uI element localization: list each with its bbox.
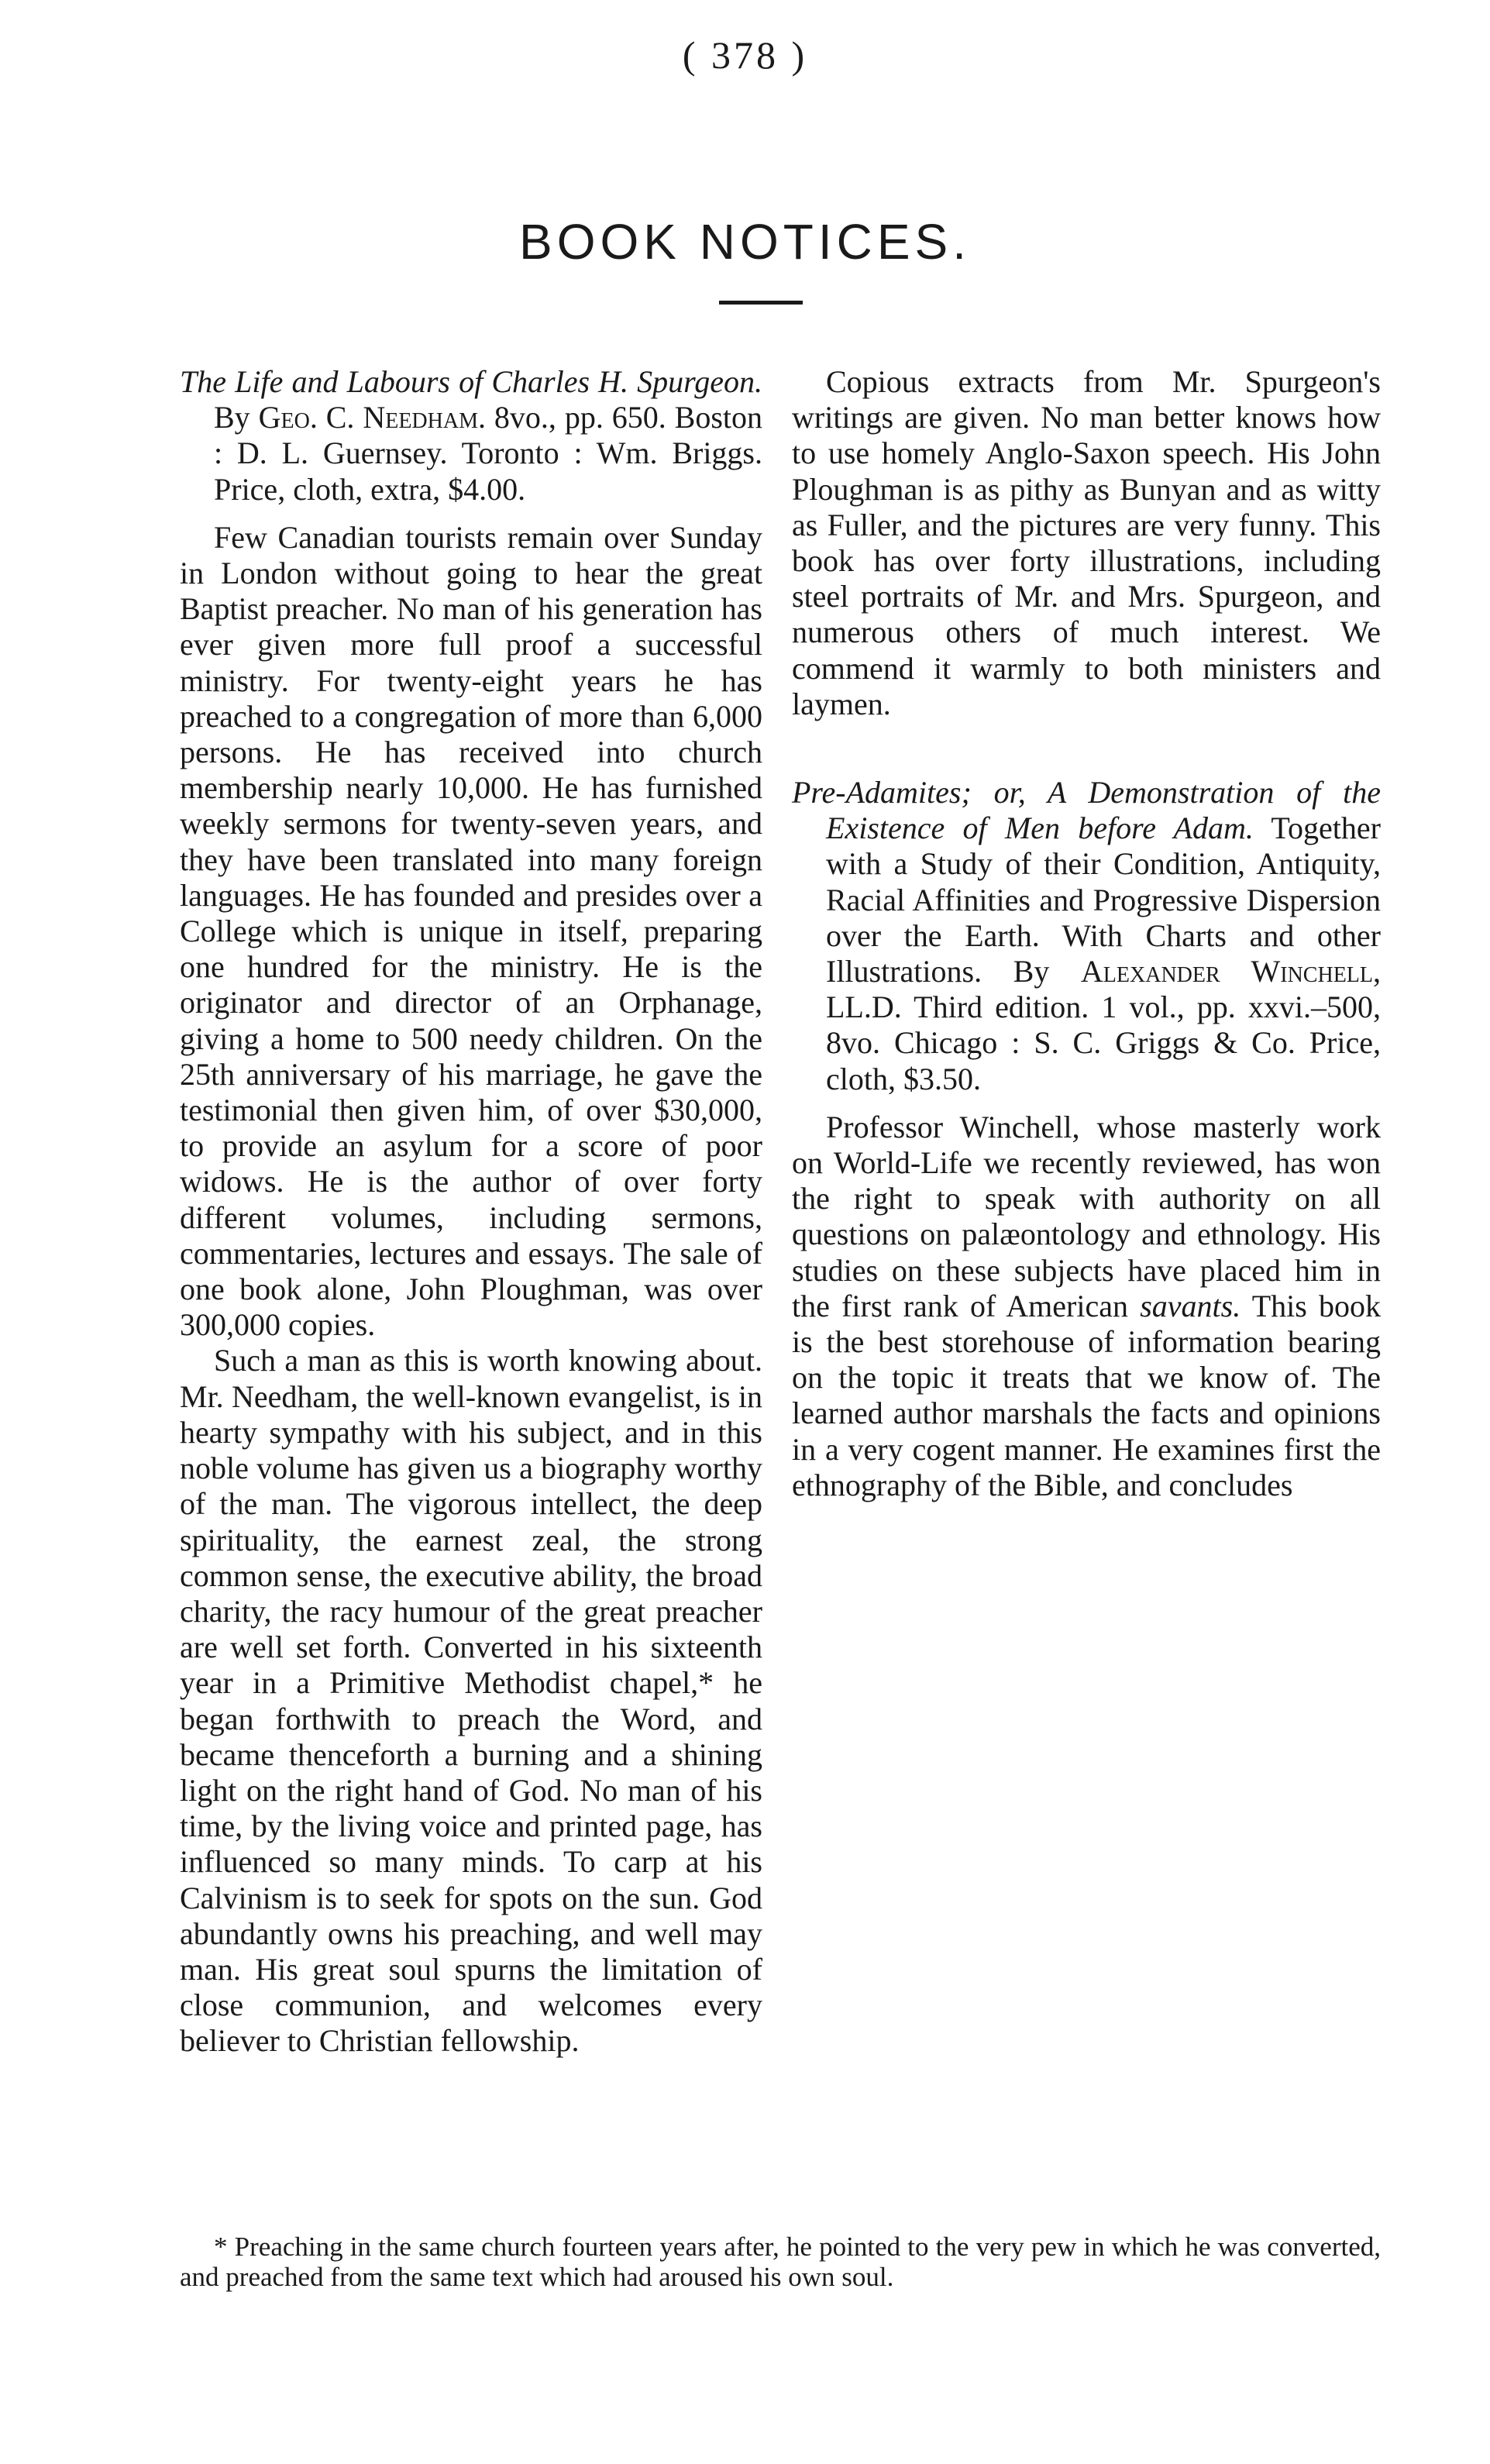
book-details: Third edition. 1 vol., pp. xxvi.–500, 8vo. Chicago : S. C. Griggs & Co. Price, cloth, $3.50. [826, 989, 1381, 1096]
by-label: By [214, 400, 250, 435]
review-heading-preadamites [792, 775, 1381, 1097]
review-paragraph: Such a man as this is worth knowing about. Mr. Needham, the well-known evangelist, is in hearty sympathy with his subject, and in this noble volume has given us a biography worthy of the man. The vigorous intellect, the deep spirituality, the earnest zeal, the strong common sense, the executive ability, the broad charity, the racy humour of the great preacher are well set forth. Converted in his sixteenth year in a Primitive Methodist chapel,* he began forthwith to preach the Word, and became thenceforth a burning and a shining light on the right hand of God. No man of his time, by the living voice and printed page, has influenced so many minds. To carp at his Calvinism is to seek for spots on the sun. God abundantly owns his preaching, and well may man. His great soul spurns the limitation of close communion, and welcomes every believer to Christian fellowship. [180, 1343, 762, 2059]
page-number: ( 378 ) [682, 33, 808, 77]
paragraph-text: This book is the best storehouse of information bearing on the topic it treats that we know of. The learned author marshals the facts and opinions in a very cogent manner. He examines first the ethnography of the Bible, and concludes [792, 1288, 1382, 1502]
title-rule [719, 301, 803, 305]
page-title: BOOK NOTICES. [519, 213, 971, 270]
book-title: Pre-Adamites; or, A Demonstration of the Existence of Men before Adam. [792, 775, 1381, 846]
review-paragraph [792, 1110, 1381, 1503]
book-title: The Life and Labours of Charles H. Spurgeon. [180, 364, 762, 399]
review-paragraph: Few Canadian tourists remain over Sunday in London without going to hear the great Baptist preacher. No man of his generation has ever given more full proof a successful ministry. For twenty-eight years he has preached to a congregation of more than 6,000 persons. He has received into church membership nearly 10,000. He has furnished weekly sermons for twenty-seven years, and they have been translated into many foreign languages. He has founded and presides over a College which is unique in itself, preparing one hundred for the ministry. He is the originator and director of an Orphanage, giving a home to 500 needy children. On the 25th anniversary of his marriage, he gave the testimonial then given him, of over $30,000, to provide an asylum for a score of poor widows. He is the author of over forty different volumes, including sermons, commentaries, lectures and essays. The sale of one book alone, John Ploughman, was over 300,000 copies. [180, 519, 762, 1343]
review-heading-spurgeon [180, 364, 762, 508]
italic-term: savants. [1140, 1288, 1241, 1323]
column-left [180, 364, 762, 2060]
book-author: Alexander Winchell, LL.D. [826, 954, 1382, 1025]
paragraph-text: Professor Winchell, whose masterly work on World-Life we recently reviewed, has won the right to speak with authority on all questions on palæontology and ethnology. His studies on these subjects have placed him in the first rank of American [792, 1109, 1381, 1323]
footnote: * Preaching in the same church fourteen years after, he pointed to the very pew in which he was converted, and preached from the same text which had aroused his own soul. [180, 2232, 1381, 2292]
book-author: Geo. C. Needham. [258, 400, 486, 435]
book-description: Together with a Study of their Condition, Antiquity, Racial Affinities and Progressive Dispersion over the Earth. With Charts and other Illustrations. By [826, 810, 1381, 989]
review-paragraph: Copious extracts from Mr. Spurgeon's writings are given. No man better knows how to use homely Anglo-Saxon speech. His John Ploughman is as pithy as Bunyan and as witty as Fuller, and the pictures are very funny. This book has over forty illustrations, including steel portraits of Mr. and Mrs. Spurgeon, and numerous others of much interest. We commend it warmly to both ministers and laymen. [792, 364, 1381, 721]
book-details: 8vo., pp. 650. Boston : D. L. Guernsey. Toronto : Wm. Briggs. Price, cloth, extra, $4.00. [214, 400, 763, 507]
column-right [792, 364, 1381, 1503]
